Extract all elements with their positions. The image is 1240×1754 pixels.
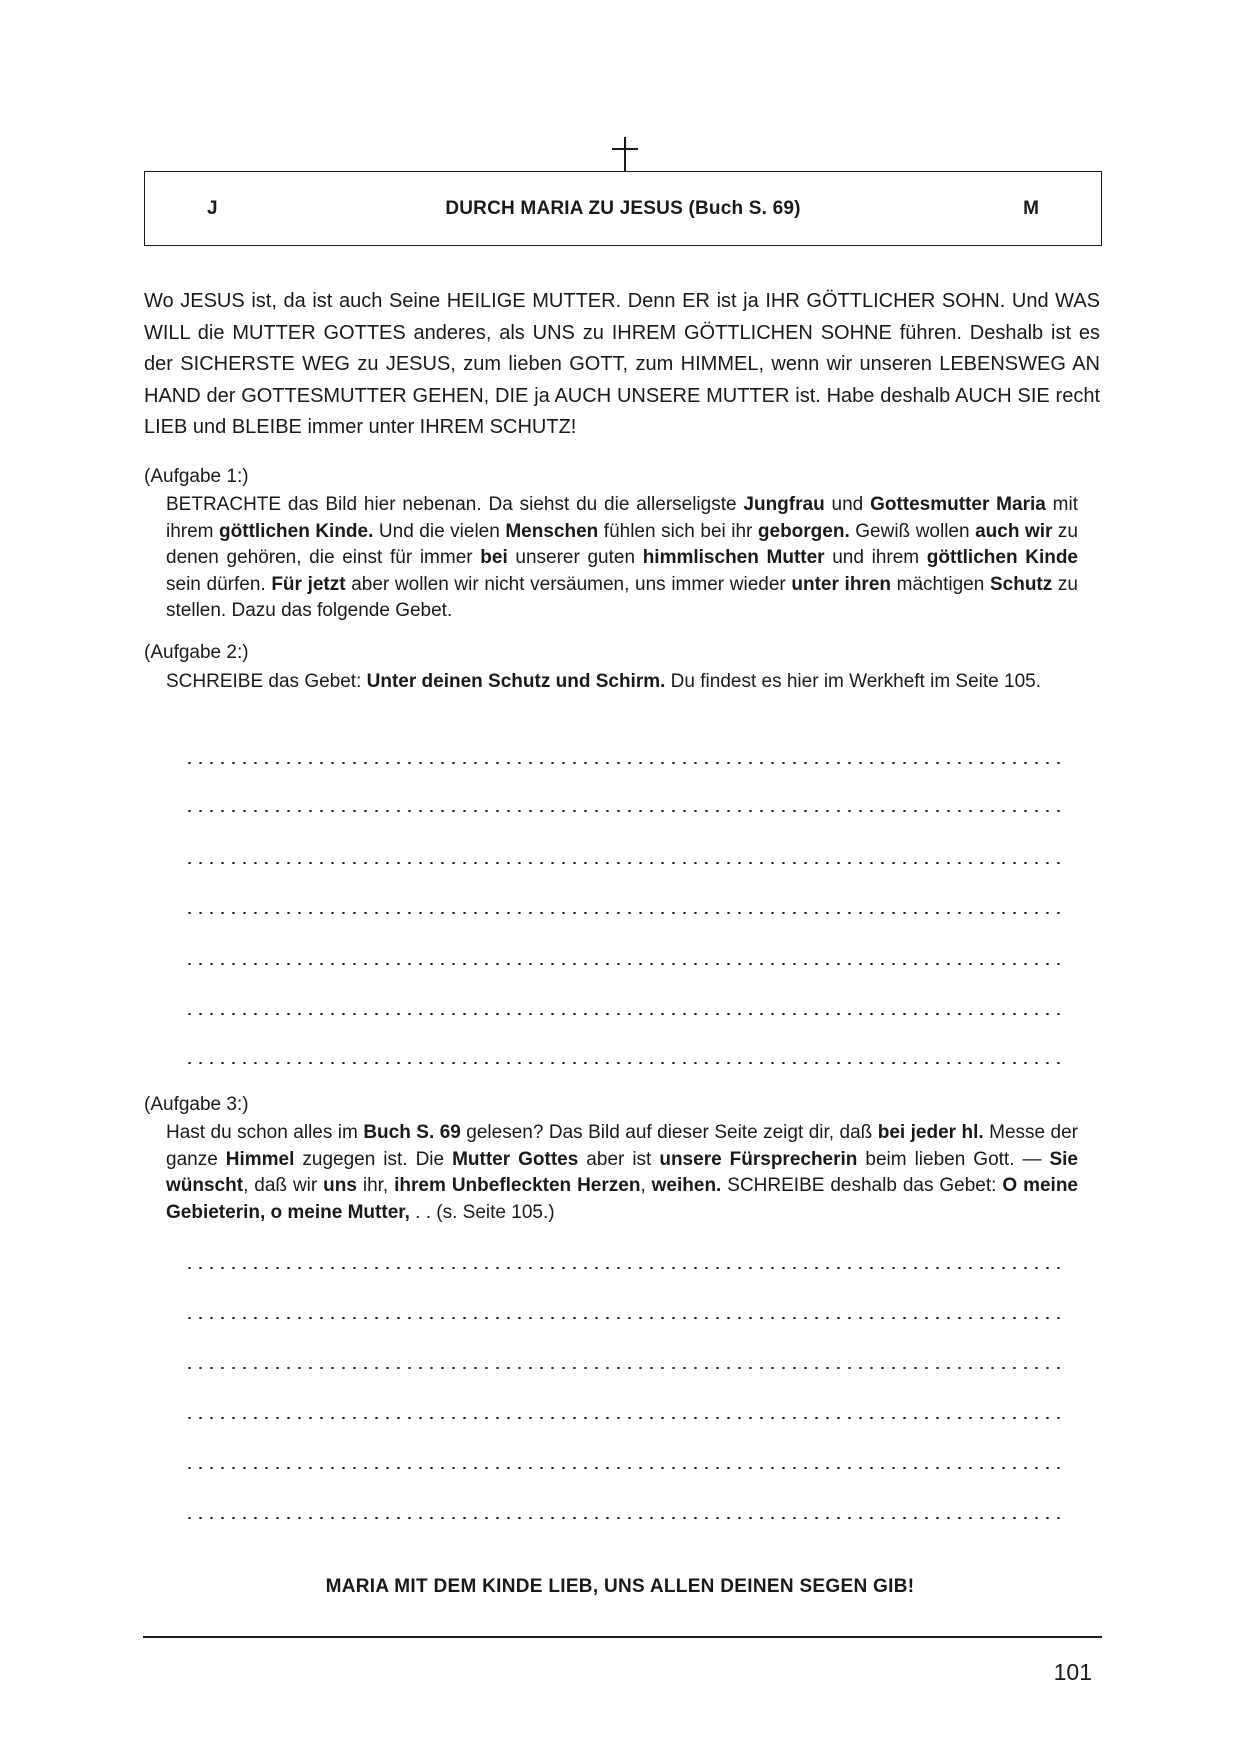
writing-line[interactable]	[184, 1467, 1064, 1469]
text-segment: und ihrem	[824, 547, 927, 568]
writing-line[interactable]	[184, 1267, 1064, 1269]
writing-line[interactable]	[184, 1062, 1064, 1064]
emphasis-text: Menschen	[505, 520, 599, 542]
emphasis-text: uns	[323, 1175, 357, 1196]
task-3-label: (Aufgabe 3:)	[144, 1094, 249, 1115]
text-segment: aber ist	[578, 1148, 660, 1170]
text-segment: zu denen gehören, die einst für immer	[166, 520, 1078, 568]
text-segment: mit ihrem	[166, 494, 1078, 542]
writing-line[interactable]	[184, 1367, 1064, 1369]
emphasis-text: Jungfrau	[743, 494, 825, 515]
emphasis-text: unsere Fürsprecherin	[659, 1148, 858, 1170]
writing-line[interactable]	[184, 963, 1064, 965]
text-segment: unserer guten	[507, 547, 643, 568]
writing-line[interactable]	[184, 1417, 1064, 1419]
text-segment: beim lieben Gott. —	[857, 1148, 1050, 1170]
page-title: DURCH MARIA ZU JESUS (Buch S. 69)	[445, 198, 801, 219]
emphasis-text: ihrem Unbefleckten Herzen	[394, 1175, 641, 1196]
closing-verse: MARIA MIT DEM KINDE LIEB, UNS ALLEN DEINEN SEGEN GIB!	[325, 1576, 915, 1597]
emphasis-text: O meine Gebieterin, o meine Mutter,	[166, 1175, 1078, 1223]
text-segment: , daß wir	[243, 1175, 324, 1196]
emphasis-text: Sie wünscht	[166, 1148, 1078, 1196]
text-segment: gelesen? Das Bild auf dieser Seite zeigt dir, daß	[460, 1122, 878, 1143]
text-segment: . . (s. Seite 105.)	[409, 1201, 555, 1223]
text-segment: BETRACHTE das Bild hier nebenan. Da siehst du die allerseligste	[166, 494, 744, 515]
text-segment: zugegen ist. Die	[294, 1148, 453, 1170]
writing-line[interactable]	[184, 1517, 1064, 1519]
text-segment: ,	[640, 1175, 652, 1196]
header-right-letter: M	[1023, 198, 1039, 219]
text-segment: zu stellen. Dazu das folgende Gebet.	[166, 573, 1078, 621]
cross-icon	[610, 137, 640, 171]
text-segment: und	[824, 494, 871, 515]
writing-line[interactable]	[184, 762, 1064, 764]
text-segment: Messe der ganze	[166, 1122, 1079, 1170]
text-segment: Gewiß wollen	[849, 520, 976, 542]
text-segment: SCHREIBE deshalb das Gebet:	[721, 1175, 1003, 1196]
header-left-letter: J	[207, 198, 218, 219]
emphasis-text: Gottesmutter Maria	[870, 494, 1046, 515]
emphasis-text: Himmel	[225, 1148, 295, 1170]
writing-line[interactable]	[184, 810, 1064, 812]
page-number: 101	[1053, 1659, 1092, 1685]
emphasis-text: Mutter Gottes	[452, 1148, 579, 1170]
text-segment: Hast du schon alles im	[166, 1122, 364, 1143]
text-segment: SCHREIBE das Gebet:	[166, 671, 367, 692]
writing-line[interactable]	[184, 1317, 1064, 1319]
emphasis-text: unter ihren	[791, 573, 891, 595]
writing-line[interactable]	[184, 862, 1064, 864]
text-segment: mächtigen	[891, 573, 990, 595]
emphasis-text: bei	[480, 547, 508, 568]
text-segment: Wo JESUS ist, da ist auch Seine HEILIGE MUTTER. Denn ER ist ja IHR GÖTTLICHER SOHN. Und WAS WILL die MUTTER GOTTES anderes, als UNS zu IHREM GÖTTLICHEN SOHNE führen. Deshalb ist es der SICHERSTE WEG zu JESUS, zum lieben GOTT, zum HIMMEL, wenn wir unseren LEBENSWEG AN HAND der GOTTESMUTTER GEHEN, DIE ja AUCH UNSERE MUTTER ist. Habe deshalb AUCH SIE recht LIEB und BLEIBE immer unter IHREM SCHUTZ!	[144, 290, 1100, 438]
text-segment: sein dürfen.	[166, 573, 272, 595]
task-2-text	[166, 669, 1078, 696]
footer-divider	[143, 1636, 1102, 1638]
text-segment: aber wollen wir nicht versäumen, uns immer wieder	[345, 573, 792, 595]
emphasis-text: weihen.	[651, 1175, 722, 1196]
emphasis-text: Schutz	[989, 573, 1053, 595]
header-box	[144, 171, 1102, 246]
emphasis-text: göttlichen Kinde	[926, 547, 1078, 568]
task-3-text	[166, 1120, 1078, 1226]
writing-line[interactable]	[184, 912, 1064, 914]
task-2-label: (Aufgabe 2:)	[144, 642, 249, 663]
task-1-label: (Aufgabe 1:)	[144, 466, 249, 487]
emphasis-text: Buch S. 69	[363, 1122, 461, 1143]
emphasis-text: himmlischen Mutter	[642, 547, 825, 568]
emphasis-text: auch wir	[975, 520, 1053, 542]
text-segment: Du findest es hier im Werkheft im Seite 105.	[665, 671, 1041, 692]
emphasis-text: Unter deinen Schutz und Schirm.	[366, 671, 666, 692]
emphasis-text: geborgen.	[757, 520, 850, 542]
text-segment: ihr,	[356, 1175, 395, 1196]
emphasis-text: bei jeder hl.	[877, 1122, 984, 1143]
text-segment: fühlen sich bei ihr	[598, 520, 758, 542]
emphasis-text: göttlichen Kinde.	[219, 520, 374, 542]
emphasis-text: Für jetzt	[271, 573, 346, 595]
intro-paragraph	[144, 286, 1100, 444]
text-segment: Und die vielen	[373, 520, 506, 542]
writing-line[interactable]	[184, 1013, 1064, 1015]
task-1-text	[166, 492, 1078, 625]
